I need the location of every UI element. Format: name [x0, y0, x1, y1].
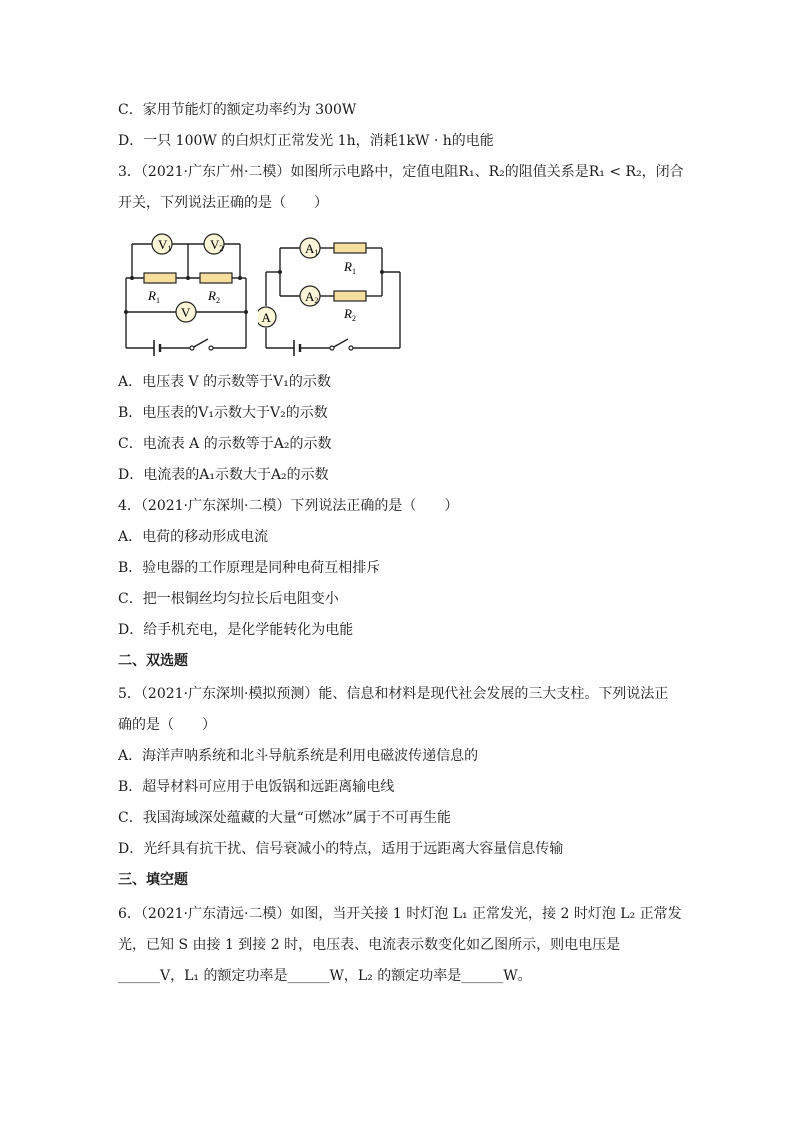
- r1-right-subscript: 1: [351, 267, 356, 276]
- section-heading-fill-blank: 三、填空题: [118, 872, 188, 888]
- q5-option-a: A．海洋声呐系统和北斗导航系统是利用电磁波传递信息的: [118, 748, 479, 764]
- q4-stem: 4．（2021·广东深圳·二模）下列说法正确的是（ ）: [118, 498, 459, 514]
- q2-option-c: C．家用节能灯的额定功率约为 300W: [118, 102, 357, 118]
- q5-option-c: C．我国海域深处蕴藏的大量“可燃冰”属于不可再生能: [118, 810, 452, 826]
- resistor-r1-right: [334, 243, 366, 253]
- q5-option-b: B．超导材料可应用于电饭锅和远距离输电线: [118, 779, 395, 795]
- q5-stem-line2: 确的是（ ）: [118, 717, 216, 733]
- q6-stem-line1: 6．（2021·广东清远·二模）如图，当开关接 1 时灯泡 L₁ 正常发光，接 2 时灯泡 L₂ 正常发: [118, 906, 682, 922]
- q3-stem-line1: 3．（2021·广东广州·二模）如图所示电路中，定值电阻R₁、R₂的阻值关系是R₁ < R₂，闭合: [118, 164, 684, 180]
- q2-option-d: D．一只 100W 的白炽灯正常发光 1h，消耗1kW · h的电能: [118, 133, 494, 149]
- q4-option-d: D．给手机充电，是化学能转化为电能: [118, 622, 354, 638]
- section-heading-double-choice: 二、双选题: [118, 653, 188, 669]
- q6-stem-line3: ______V，L₁ 的额定功率是______W，L₂ 的额定功率是______W。: [118, 968, 532, 984]
- r1-subscript: 1: [155, 296, 160, 305]
- r1-right-label: R: [344, 259, 352, 274]
- q3-option-c: C．电流表 A 的示数等于A₂的示数: [118, 436, 332, 452]
- svg-text:R1: [147, 288, 160, 305]
- v-label: V: [181, 305, 191, 320]
- a-label: A: [261, 310, 271, 325]
- r2-subscript: 2: [215, 296, 220, 305]
- circuit-diagram-left: [118, 228, 256, 356]
- v2-label: V: [210, 237, 220, 252]
- a2-label: A: [305, 289, 315, 304]
- q5-option-d: D．光纤具有抗干扰、信号衰减小的特点，适用于远距离大容量信息传输: [118, 841, 564, 857]
- q4-option-c: C．把一根铜丝均匀拉长后电阻变小: [118, 591, 339, 607]
- svg-text:R2: [207, 288, 220, 305]
- r2-right-subscript: 2: [351, 314, 356, 323]
- q3-stem-line2: 开关，下列说法正确的是（ ）: [118, 195, 328, 211]
- a1-label: A: [305, 241, 315, 256]
- resistor-r2-right: [334, 291, 366, 301]
- r1-label: R: [148, 288, 156, 303]
- r2-right-label: R: [344, 306, 352, 321]
- q3-option-a: A．电压表 V 的示数等于V₁的示数: [118, 374, 331, 390]
- q6-stem-line2: 光，已知 S 由接 1 到接 2 时，电压表、电流表示数变化如乙图所示，则电电压是: [118, 937, 621, 953]
- q4-option-a: A．电荷的移动形成电流: [118, 529, 269, 545]
- svg-text:R1: [343, 259, 356, 276]
- r2-label: R: [208, 288, 216, 303]
- svg-text:R2: [343, 306, 356, 323]
- v1-label: V: [158, 237, 168, 252]
- resistor-r1: [144, 273, 176, 283]
- q5-stem-line1: 5．（2021·广东深圳·模拟预测）能、信息和材料是现代社会发展的三大支柱。下列说法正: [118, 686, 669, 702]
- a2-subscript: 2: [314, 296, 319, 305]
- resistor-r2: [200, 273, 232, 283]
- a1-subscript: 1: [314, 248, 319, 257]
- q3-option-b: B．电压表的V₁示数大于V₂的示数: [118, 405, 328, 421]
- circuit-diagram-right: [258, 228, 408, 356]
- v1-subscript: 1: [167, 244, 172, 253]
- q3-option-d: D．电流表的A₁示数大于A₂的示数: [118, 467, 329, 483]
- q4-option-b: B．验电器的工作原理是同种电荷互相排斥: [118, 560, 381, 576]
- v2-subscript: 2: [219, 244, 224, 253]
